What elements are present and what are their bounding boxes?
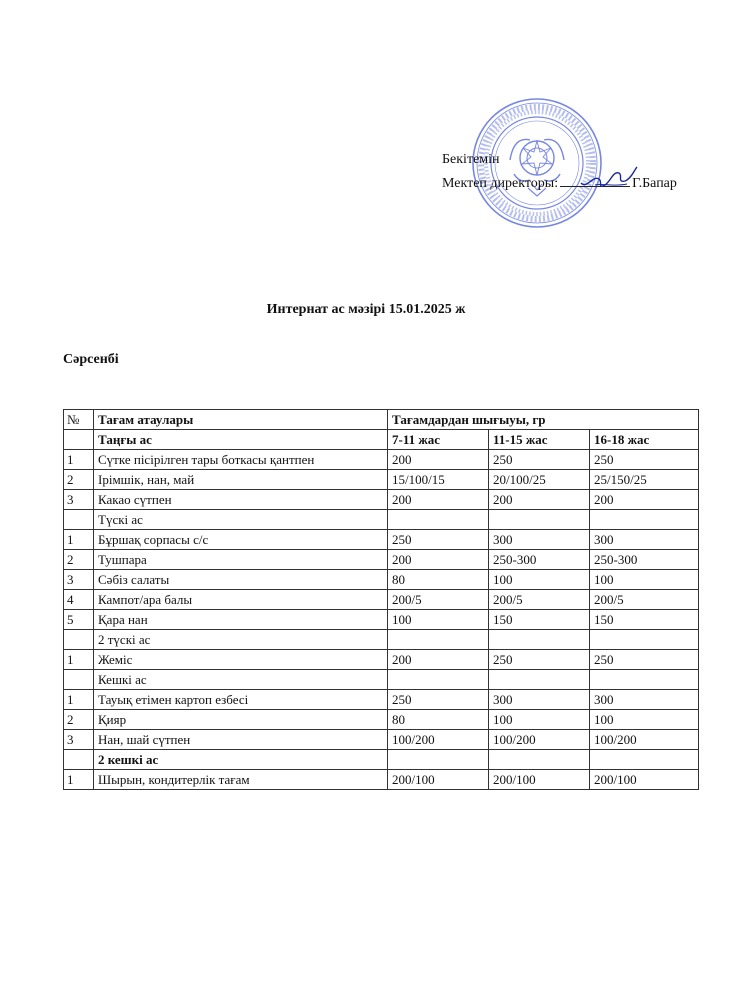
portion-11-15: 100 bbox=[489, 710, 590, 730]
document-title: Интернат ас мәзірі 15.01.2025 ж bbox=[266, 302, 466, 317]
empty-cell bbox=[388, 630, 489, 650]
portion-7-11: 250 bbox=[388, 690, 489, 710]
portion-11-15: 250 bbox=[489, 450, 590, 470]
empty-cell bbox=[388, 510, 489, 530]
portion-11-15: 250-300 bbox=[489, 550, 590, 570]
portion-7-11: 80 bbox=[388, 570, 489, 590]
portion-7-11: 250 bbox=[388, 530, 489, 550]
empty-cell bbox=[590, 670, 699, 690]
portion-16-18: 25/150/25 bbox=[590, 470, 699, 490]
empty-cell bbox=[489, 630, 590, 650]
approval-director-line bbox=[442, 172, 677, 196]
weekday-label: Сәрсенбі bbox=[63, 352, 119, 367]
portion-7-11: 200 bbox=[388, 550, 489, 570]
section-no-cell bbox=[64, 750, 94, 770]
section-no-cell bbox=[64, 670, 94, 690]
handwritten-signature bbox=[577, 165, 641, 193]
row-number: 1 bbox=[64, 770, 94, 790]
header-age-16-18: 16-18 жас bbox=[590, 430, 699, 450]
table-row bbox=[64, 770, 699, 790]
section-row bbox=[64, 670, 699, 690]
table-row bbox=[64, 690, 699, 710]
table-row bbox=[64, 550, 699, 570]
section-title: Түскі ас bbox=[94, 510, 388, 530]
header-no: № bbox=[64, 410, 94, 430]
portion-7-11: 15/100/15 bbox=[388, 470, 489, 490]
portion-16-18: 300 bbox=[590, 530, 699, 550]
table-row bbox=[64, 730, 699, 750]
dish-name: Сәбіз салаты bbox=[94, 570, 388, 590]
section-no-cell bbox=[64, 630, 94, 650]
dish-name: Жеміс bbox=[94, 650, 388, 670]
portion-7-11: 80 bbox=[388, 710, 489, 730]
portion-16-18: 250 bbox=[590, 650, 699, 670]
section-title: Таңғы ас bbox=[94, 430, 388, 450]
row-number: 1 bbox=[64, 450, 94, 470]
table-row bbox=[64, 530, 699, 550]
portion-11-15: 200/5 bbox=[489, 590, 590, 610]
portion-11-15: 20/100/25 bbox=[489, 470, 590, 490]
section-row bbox=[64, 430, 699, 450]
row-number: 1 bbox=[64, 650, 94, 670]
row-number: 2 bbox=[64, 550, 94, 570]
portion-16-18: 100/200 bbox=[590, 730, 699, 750]
portion-7-11: 200 bbox=[388, 650, 489, 670]
dish-name: Какао сүтпен bbox=[94, 490, 388, 510]
portion-16-18: 200/5 bbox=[590, 590, 699, 610]
row-number: 1 bbox=[64, 690, 94, 710]
dish-name: Ірімшік, нан, май bbox=[94, 470, 388, 490]
table-row bbox=[64, 710, 699, 730]
row-number: 1 bbox=[64, 530, 94, 550]
portion-11-15: 150 bbox=[489, 610, 590, 630]
section-row bbox=[64, 510, 699, 530]
menu-table bbox=[63, 409, 699, 790]
portion-11-15: 250 bbox=[489, 650, 590, 670]
section-title: 2 кешкі ас bbox=[94, 750, 388, 770]
portion-16-18: 300 bbox=[590, 690, 699, 710]
portion-7-11: 200/5 bbox=[388, 590, 489, 610]
table-row bbox=[64, 610, 699, 630]
empty-cell bbox=[489, 670, 590, 690]
dish-name: Қара нан bbox=[94, 610, 388, 630]
dish-name: Тушпара bbox=[94, 550, 388, 570]
empty-cell bbox=[388, 670, 489, 690]
dish-name: Шырын, кондитерлік тағам bbox=[94, 770, 388, 790]
portion-16-18: 100 bbox=[590, 570, 699, 590]
table-row bbox=[64, 450, 699, 470]
header-age-7-11: 7-11 жас bbox=[388, 430, 489, 450]
section-row bbox=[64, 630, 699, 650]
empty-cell bbox=[489, 510, 590, 530]
portion-7-11: 100 bbox=[388, 610, 489, 630]
section-row bbox=[64, 750, 699, 770]
section-title: Кешкі ас bbox=[94, 670, 388, 690]
empty-cell bbox=[489, 750, 590, 770]
approval-heading: Бекітемін bbox=[442, 152, 500, 167]
dish-name: Бұршақ сорпасы с/с bbox=[94, 530, 388, 550]
header-row bbox=[64, 410, 699, 430]
row-number: 2 bbox=[64, 710, 94, 730]
table-row bbox=[64, 590, 699, 610]
portion-11-15: 100 bbox=[489, 570, 590, 590]
portion-7-11: 200 bbox=[388, 490, 489, 510]
row-number: 4 bbox=[64, 590, 94, 610]
table-row bbox=[64, 490, 699, 510]
header-dish-name: Тағам атаулары bbox=[94, 410, 388, 430]
dish-name: Нан, шай сүтпен bbox=[94, 730, 388, 750]
section-no-cell bbox=[64, 430, 94, 450]
portion-7-11: 200 bbox=[388, 450, 489, 470]
portion-16-18: 250-300 bbox=[590, 550, 699, 570]
dish-name: Сүтке пісірілген тары боткасы қантпен bbox=[94, 450, 388, 470]
portion-7-11: 100/200 bbox=[388, 730, 489, 750]
row-number: 2 bbox=[64, 470, 94, 490]
dish-name: Қияр bbox=[94, 710, 388, 730]
row-number: 3 bbox=[64, 490, 94, 510]
empty-cell bbox=[388, 750, 489, 770]
portion-16-18: 250 bbox=[590, 450, 699, 470]
director-label: Мектеп директоры: bbox=[442, 176, 559, 191]
portion-16-18: 100 bbox=[590, 710, 699, 730]
empty-cell bbox=[590, 510, 699, 530]
menu-table-body bbox=[64, 410, 699, 790]
table-row bbox=[64, 470, 699, 490]
portion-16-18: 150 bbox=[590, 610, 699, 630]
director-name: Г.Бапар bbox=[632, 176, 677, 191]
section-title: 2 түскі ас bbox=[94, 630, 388, 650]
header-age-11-15: 11-15 жас bbox=[489, 430, 590, 450]
portion-11-15: 100/200 bbox=[489, 730, 590, 750]
approval-block bbox=[442, 148, 677, 196]
row-number: 3 bbox=[64, 570, 94, 590]
portion-11-15: 200/100 bbox=[489, 770, 590, 790]
portion-11-15: 300 bbox=[489, 530, 590, 550]
portion-7-11: 200/100 bbox=[388, 770, 489, 790]
row-number: 3 bbox=[64, 730, 94, 750]
table-row bbox=[64, 570, 699, 590]
portion-11-15: 300 bbox=[489, 690, 590, 710]
portion-16-18: 200/100 bbox=[590, 770, 699, 790]
dish-name: Кампот/ара балы bbox=[94, 590, 388, 610]
section-no-cell bbox=[64, 510, 94, 530]
empty-cell bbox=[590, 750, 699, 770]
table-row bbox=[64, 650, 699, 670]
dish-name: Тауық етімен картоп езбесі bbox=[94, 690, 388, 710]
portion-11-15: 200 bbox=[489, 490, 590, 510]
row-number: 5 bbox=[64, 610, 94, 630]
empty-cell bbox=[590, 630, 699, 650]
header-portion: Тағамдардан шығыуы, гр bbox=[388, 410, 699, 430]
portion-16-18: 200 bbox=[590, 490, 699, 510]
